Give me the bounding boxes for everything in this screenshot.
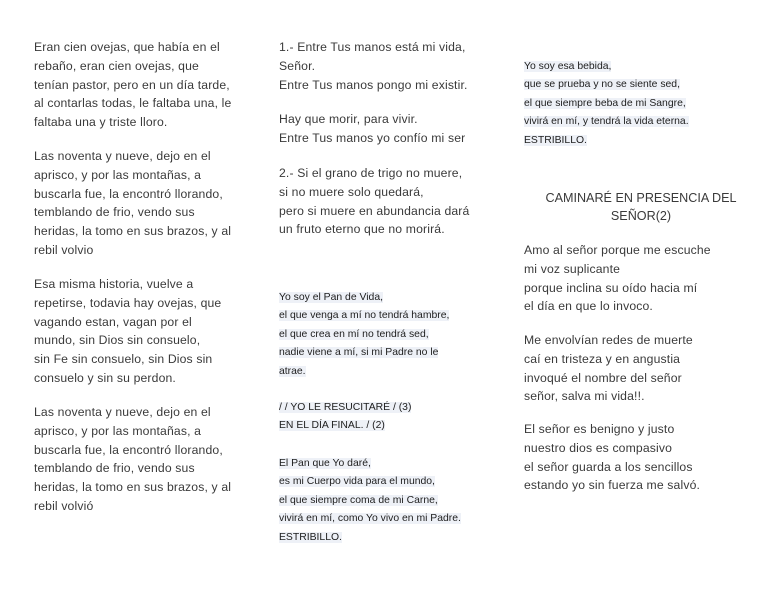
paragraph-3: Esa misma historia, vuelve a repetirse, todavia hay ovejas, que vagando estan, vagan por el mundo, sin Dios sin consuelo, sin Fe sin consuelo, sin Dios sin consuelo y sin su perdon. (34, 277, 222, 385)
resucitare-text: / / YO LE RESUCITARÉ / (3) EN EL DÍA FINAL. / (2) (279, 402, 412, 432)
song-title: CAMINARÉ EN PRESENCIA DEL SEÑOR(2) (545, 191, 737, 223)
paragraph-2: Las noventa y nueve, dejo en el aprisco, y por las montañas, a buscarla fue, la encontró llorando, temblando de frio, vendo sus heridas, la tomo en sus brazos, y al rebil volvio (34, 149, 232, 257)
verse-1-continuation: Hay que morir, para vivir. Entre Tus manos yo confío mi ser (279, 112, 466, 145)
verse-2: 2.- Si el grano de trigo no muere, si no muere solo quedará, pero si muere en abundancia dará un fruto eterno que no morirá. (279, 166, 470, 237)
stanza-3: El señor es benigno y justo nuestro dios es compasivo el señor guarda a los sencillos estando yo sin fuerza me salvó. (524, 422, 701, 493)
stanza-1: Amo al señor porque me escuche mi voz suplicante porque inclina su oído hacia mí el día en que lo invoco. (524, 243, 711, 314)
pan-de-vida-verse (279, 289, 509, 381)
bebida-text: Yo soy esa bebida, que se prueba y no se siente sed, el que siempre beba de mi Sangre, vivirá en mí, y tendrá la vida eterna. ESTRIBILLO. (524, 61, 689, 146)
el-pan-text: El Pan que Yo daré, es mi Cuerpo vida para el mundo, el que siempre coma de mi Carne, vivirá en mí, como Yo vivo en mi Padre. ESTRIBILLO. (279, 458, 461, 543)
pan-de-vida-text: Yo soy el Pan de Vida, el que venga a mí no tendrá hambre, el que crea en mí no tendrá sed, nadie viene a mí, si mi Padre no le atrae. (279, 292, 450, 377)
bebida-verse (524, 58, 754, 150)
verse-1: 1.- Entre Tus manos está mi vida, Señor. Entre Tus manos pongo mi existir. (279, 40, 468, 92)
paragraph-1: Eran cien ovejas, que había en el rebaño, eran cien ovejas, que tenían pastor, pero en un día tarde, al contarlas todas, le faltaba una, le faltaba una y triste lloro. (34, 40, 232, 130)
el-pan-verse (279, 455, 509, 547)
resucitare-refrain (279, 399, 509, 436)
stanza-2: Me envolvían redes de muerte caí en tristeza y en angustia invoqué el nombre del señor señor, salva mi vida!!. (524, 333, 693, 404)
paragraph-4: Las noventa y nueve, dejo en el aprisco, y por las montañas, a buscarla fue, la encontró llorando, temblando de frio, vendo sus heridas, la tomo en sus brazos, y al rebil volvió (34, 405, 232, 513)
